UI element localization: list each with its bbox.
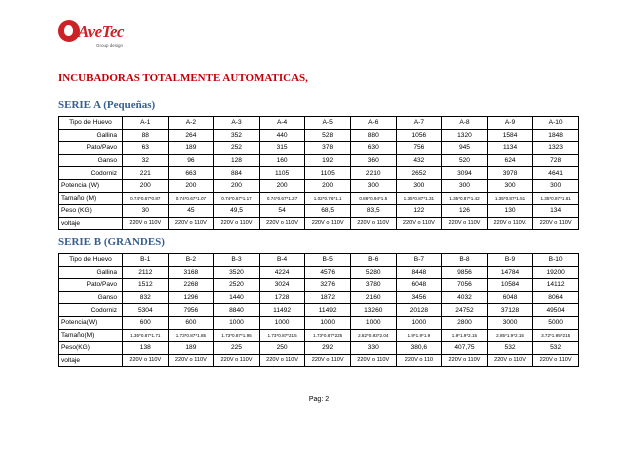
table-cell: 1512 [123,279,169,292]
table-cell: 945 [442,142,488,155]
model-header: A-8 [442,117,488,130]
table-row [59,354,579,367]
table-cell: 1134 [487,142,533,155]
table-cell: 220V o 110V [123,354,169,367]
logo-subtitle: Group design [96,43,124,48]
table-row [59,205,579,218]
table-cell: 630 [350,142,396,155]
model-header: A-2 [168,117,214,130]
table-cell: 130 [487,205,533,218]
table-cell: 8064 [533,291,579,304]
table-cell: 220V o 110V [487,354,533,367]
model-header: B-7 [396,254,442,267]
table-cell: 315 [259,142,305,155]
page-number: Pag: 2 [308,396,330,403]
table-cell: 0.74*0.67*1.07 [168,192,214,205]
table-header-row [59,117,579,130]
table-row [59,329,579,342]
table-cell: 378 [305,142,351,155]
table-cell: 1105 [259,167,305,180]
table-cell: 126 [442,205,488,218]
model-header: A-6 [350,117,396,130]
table-cell: 264 [168,129,214,142]
table-cell: 600 [168,316,214,329]
table-cell: 1.9*1.9*1.9 [396,329,442,342]
table-cell: 4641 [533,167,579,180]
model-header: A-1 [123,117,169,130]
table-cell: 3024 [259,279,305,292]
table-cell: 1728 [259,291,305,304]
table-row [59,304,579,317]
table-cell: 300 [396,179,442,192]
table-cell: 300 [487,179,533,192]
table-cell: 220V o 110V [442,354,488,367]
model-header: A-4 [259,117,305,130]
table-cell: 624 [487,154,533,167]
table-cell: 440 [259,129,305,142]
model-header: B-1 [123,254,169,267]
table-cell: 32 [123,154,169,167]
table-cell: 1323 [533,142,579,155]
table-cell: 11492 [305,304,351,317]
table-cell: 1.02*0.76*1.1 [305,192,351,205]
row-label: Codorniz [59,167,123,180]
table-cell: 49504 [533,304,579,317]
table-cell: 3520 [214,266,260,279]
table-cell: 189 [168,342,214,355]
logo-text: AveTec [78,22,125,41]
row-label: Pato/Pavo [59,279,123,292]
table-row [59,291,579,304]
table-cell: 884 [214,167,260,180]
table-cell: 220V o 110V [214,354,260,367]
model-header: A-9 [487,117,533,130]
table-cell: 352 [214,129,260,142]
serie-b-table [58,253,579,367]
table-cell: 200 [259,179,305,192]
row-label: voltaje [59,217,123,230]
table-cell: 4576 [305,266,351,279]
header-label: Tipo de Huevo [59,254,123,267]
table-row [59,167,579,180]
table-cell: 0.86*0.94*1.5 [350,192,396,205]
table-cell: 520 [442,154,488,167]
table-cell: 220V o 110V [259,354,305,367]
table-cell: 1440 [214,291,260,304]
table-cell: 1.35*0.87*1.31 [396,192,442,205]
row-label: Gallina [59,266,123,279]
table-cell: 30 [123,205,169,218]
table-cell: 37128 [487,304,533,317]
table-cell: 2210 [350,167,396,180]
table-cell: 54 [259,205,305,218]
table-row [59,266,579,279]
table-cell: 663 [168,167,214,180]
table-cell: 8448 [396,266,442,279]
table-cell: 128 [214,154,260,167]
table-cell: 220V o 110V [168,217,214,230]
table-cell: 8840 [214,304,260,317]
table-cell: 1000 [259,316,305,329]
table-cell: 220V o 110V [305,217,351,230]
table-cell: 13260 [350,304,396,317]
table-cell: 1000 [305,316,351,329]
table-cell: 300 [350,179,396,192]
table-cell: 4032 [442,291,488,304]
table-cell: 49,5 [214,205,260,218]
table-row [59,316,579,329]
table-cell: 1320 [442,129,488,142]
table-cell: 220V o 110V [123,217,169,230]
table-cell: 1000 [350,316,396,329]
table-cell: 1.73*0.87*1.95 [214,329,260,342]
table-cell: 220V o 110V. [487,217,533,230]
row-label: Ganso [59,154,123,167]
table-row [59,179,579,192]
row-label: Tamaño(M) [59,329,123,342]
table-cell: 380,6 [396,342,442,355]
egg-logo-icon [58,20,80,42]
table-cell: 220V o 110 [396,354,442,367]
table-cell: 1000 [214,316,260,329]
row-label: Ganso [59,291,123,304]
model-header: B-5 [305,254,351,267]
table-cell: 532 [487,342,533,355]
table-cell: 1.35*0.87*1.71 [123,329,169,342]
row-label: Peso (KG) [59,205,123,218]
table-cell: 4224 [259,266,305,279]
table-cell: 3978 [487,167,533,180]
table-cell: 192 [305,154,351,167]
row-label: Pato/Pavo [59,142,123,155]
table-cell: 3276 [305,279,351,292]
table-cell: 407,75 [442,342,488,355]
model-header: B-9 [487,254,533,267]
table-cell: 220V o 110V [259,217,305,230]
model-header: B-4 [259,254,305,267]
row-label: Tamaño (M) [59,192,123,205]
table-cell: 200 [123,179,169,192]
table-cell: 122 [396,205,442,218]
table-cell: 7056 [442,279,488,292]
row-label: Gallina [59,129,123,142]
table-row [59,217,579,230]
model-header: B-6 [350,254,396,267]
document-title: INCUBADORAS TOTALMENTE AUTOMATICAS, [58,72,308,84]
table-cell: 1.73*0.87*215 [259,329,305,342]
row-label: Peso(KG) [59,342,123,355]
table-cell: 600 [123,316,169,329]
table-cell: 220V o 110V [396,217,442,230]
table-cell: 6048 [487,291,533,304]
serie-b-heading: SERIE B (GRANDES) [58,236,165,248]
table-cell: 5304 [123,304,169,317]
table-cell: 134 [533,205,579,218]
table-cell: 3456 [396,291,442,304]
table-cell: 728 [533,154,579,167]
table-cell: 221 [123,167,169,180]
row-label: Potencia (W) [59,179,123,192]
table-cell: 2160 [350,291,396,304]
model-header: B-2 [168,254,214,267]
table-cell: 1584 [487,129,533,142]
row-label: Codorniz [59,304,123,317]
table-cell: 832 [123,291,169,304]
table-cell: 1296 [168,291,214,304]
table-cell: 220V o 110V [442,217,488,230]
table-row [59,192,579,205]
table-cell: 292 [305,342,351,355]
table-cell: 88 [123,129,169,142]
table-cell: 200 [214,179,260,192]
model-header: A-10 [533,117,579,130]
table-row [59,154,579,167]
table-cell: 2.85*1.9*2.15 [487,329,533,342]
table-cell: 225 [214,342,260,355]
table-cell: 5000 [533,316,579,329]
model-header: A-3 [214,117,260,130]
table-cell: 1848 [533,129,579,142]
table-cell: 10584 [487,279,533,292]
table-cell: 432 [396,154,442,167]
table-cell: 1.73*0.87*1.85 [168,329,214,342]
table-row [59,279,579,292]
table-cell: 2652 [396,167,442,180]
table-row [59,342,579,355]
table-header-row [59,254,579,267]
table-cell: 1.35*0.87*1.42 [442,192,488,205]
table-cell: 160 [259,154,305,167]
table-cell: 68,5 [305,205,351,218]
row-label: Potencia(W) [59,316,123,329]
header-label: Tipo de Huevo [59,117,123,130]
table-cell: 220V o 110V [305,354,351,367]
table-cell: 532 [533,342,579,355]
table-cell: 83,5 [350,205,396,218]
table-cell: 96 [168,154,214,167]
table-cell: 45 [168,205,214,218]
table-cell: 2.82*0.93*2.04 [350,329,396,342]
table-cell: 220V o 110V [533,354,579,367]
avetec-logo [58,20,138,52]
table-cell: 220V o 110V [168,354,214,367]
table-cell: 20128 [396,304,442,317]
table-cell: 189 [168,142,214,155]
table-cell: 1056 [396,129,442,142]
table-cell: 300 [533,179,579,192]
table-cell: 9856 [442,266,488,279]
table-cell: 756 [396,142,442,155]
table-cell: 24752 [442,304,488,317]
table-cell: 220V o 110V [350,354,396,367]
model-header: A-5 [305,117,351,130]
table-cell: 252 [214,142,260,155]
table-cell: 1000 [396,316,442,329]
table-cell: 1872 [305,291,351,304]
table-cell: 200 [305,179,351,192]
table-cell: 138 [123,342,169,355]
table-cell: 7956 [168,304,214,317]
table-cell: 6048 [396,279,442,292]
table-cell: 3.72*1.95*215 [533,329,579,342]
row-label: voltaje [59,354,123,367]
table-cell: 0.74*0.67*0.87 [123,192,169,205]
table-cell: 200 [168,179,214,192]
model-header: B-3 [214,254,260,267]
table-cell: 1.35*0.87*1.51 [487,192,533,205]
table-cell: 0.74*0.67*1.17 [214,192,260,205]
table-cell: 1.73*0.87*225 [305,329,351,342]
table-cell: 3000 [487,316,533,329]
table-cell: 1.9*1.9*2.15 [442,329,488,342]
table-cell: 63 [123,142,169,155]
table-cell: 14112 [533,279,579,292]
table-row [59,129,579,142]
serie-a-heading: SERIE A (Pequeñas) [58,99,156,111]
table-cell: 2268 [168,279,214,292]
table-cell: 1105 [305,167,351,180]
table-cell: 2800 [442,316,488,329]
table-cell: 19200 [533,266,579,279]
table-cell: 528 [305,129,351,142]
table-cell: 14784 [487,266,533,279]
table-cell: 300 [442,179,488,192]
table-cell: 1.35*0.87*1.61 [533,192,579,205]
table-cell: 220V o 110V [350,217,396,230]
table-cell: 220V o 110V [214,217,260,230]
table-cell: 2520 [214,279,260,292]
table-cell: 3168 [168,266,214,279]
model-header: B-8 [442,254,488,267]
table-cell: 3094 [442,167,488,180]
table-cell: 360 [350,154,396,167]
table-cell: 0.74*0.67*1.27 [259,192,305,205]
table-cell: 250 [259,342,305,355]
table-row [59,142,579,155]
model-header: A-7 [396,117,442,130]
table-cell: 5280 [350,266,396,279]
table-cell: 2112 [123,266,169,279]
table-cell: 880 [350,129,396,142]
table-cell: 3780 [350,279,396,292]
table-cell: 330 [350,342,396,355]
serie-a-table [58,116,579,230]
table-cell: 220V o 110V [533,217,579,230]
model-header: B-10 [533,254,579,267]
table-cell: 11492 [259,304,305,317]
